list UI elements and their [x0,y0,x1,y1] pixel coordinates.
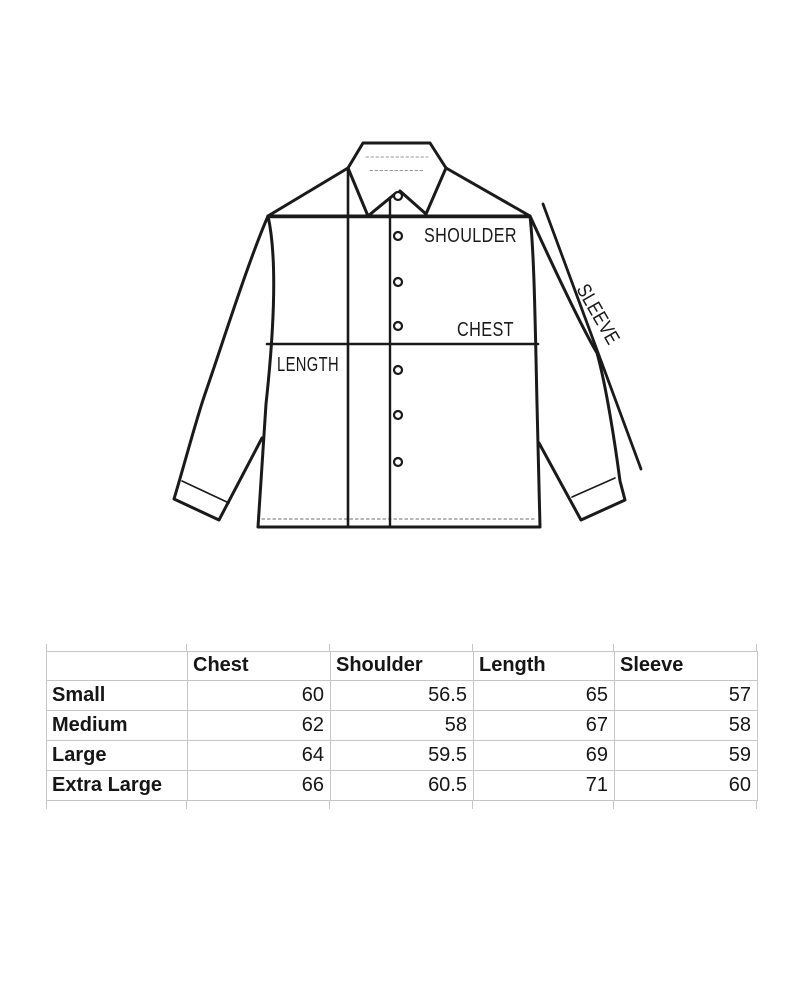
button-icon [394,411,402,419]
size-table [46,651,758,801]
table-cell: 67 [474,711,615,741]
button-icon [394,232,402,240]
right-sleeve-outline [530,216,632,520]
table-cell: 69 [474,741,615,771]
table-cell: 71 [474,771,615,801]
table-row-medium [47,711,758,741]
table-cell: 60 [615,771,758,801]
table-cell: 65 [474,681,615,711]
table-row-extra-large [47,771,758,801]
table-cell: 57 [615,681,758,711]
table-header-row [47,652,758,681]
left-shoulder-slope [268,168,348,216]
row-label-cell: Large [47,741,188,771]
table-cell: 58 [331,711,474,741]
row-label-cell: Small [47,681,188,711]
table-cell: 60 [188,681,331,711]
table-cell: 59 [615,741,758,771]
sleeve-label: SLEEVE [571,280,632,362]
chest-label: CHEST [457,319,514,341]
collar-outline [348,143,446,168]
shoulder-label: SHOULDER [424,225,517,247]
table-cell: 60.5 [331,771,474,801]
button-icon [394,458,402,466]
table-cell: 58 [615,711,758,741]
header-cell-shoulder: Shoulder [331,652,474,681]
button-icon [394,278,402,286]
table-cell: 56.5 [331,681,474,711]
table-cell: 64 [188,741,331,771]
row-label-cell: Extra Large [47,771,188,801]
button-icon [394,366,402,374]
header-cell-chest: Chest [188,652,331,681]
row-label-cell: Medium [47,711,188,741]
collar-right-flap [400,168,446,214]
header-cell-blank [47,652,188,681]
button-icon [394,322,402,330]
button-icon [394,192,402,200]
table-cell: 62 [188,711,331,741]
left-sleeve-outline [174,216,268,520]
table-row-small [47,681,758,711]
header-cell-sleeve: Sleeve [615,652,758,681]
right-shoulder-slope [446,168,530,216]
collar-band-dashed-lines [366,157,428,171]
table-cell: 59.5 [331,741,474,771]
table-cell: 66 [188,771,331,801]
length-label: LENGTH [277,354,339,376]
table-row-large [47,741,758,771]
header-cell-length: Length [474,652,615,681]
